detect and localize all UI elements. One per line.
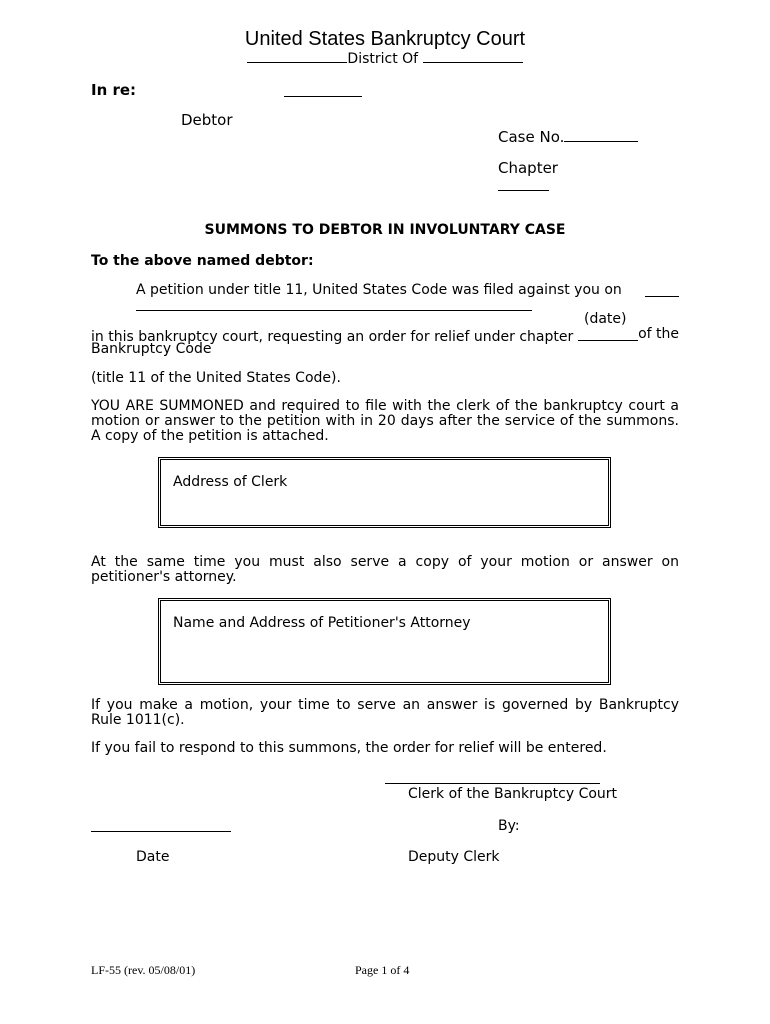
- chapter-label: Chapter: [498, 159, 558, 177]
- form-id: LF-55 (rev. 05/08/01): [91, 963, 196, 977]
- petition-date-blank-2: [136, 296, 532, 315]
- clerk-of-court-label: Clerk of the Bankruptcy Court: [408, 786, 618, 802]
- salutation: To the above named debtor:: [91, 253, 314, 269]
- district-label: District Of: [347, 51, 419, 67]
- petition-line-3: Bankruptcy Code: [91, 341, 212, 357]
- court-title: United States Bankruptcy Court: [244, 28, 526, 50]
- summoned-paragraph: YOU ARE SUMMONED and required to file with the clerk of the bankruptcy court a motion or answer to the petition with in 20 days after the service of the summons. A copy of the petition is attached.: [91, 398, 679, 444]
- page-number: Page 1 of 4: [355, 963, 410, 977]
- debtor-label: Debtor: [181, 111, 233, 129]
- petition-text-2b: of the: [638, 326, 679, 342]
- district-blank-left: [247, 48, 347, 63]
- chapter-blank: [498, 176, 549, 195]
- date-label-bottom: Date: [136, 849, 170, 865]
- in-re-label: In re:: [91, 81, 137, 99]
- date-label: (date): [584, 311, 627, 327]
- address-of-clerk-box: [158, 457, 611, 528]
- case-no-blank: [564, 127, 638, 142]
- address-of-clerk-label: Address of Clerk: [160, 459, 609, 526]
- petition-date-blank-1: [645, 282, 679, 297]
- deputy-clerk-label: Deputy Clerk: [408, 849, 500, 865]
- title-11-note: (title 11 of the United States Code).: [91, 370, 341, 386]
- case-number-line: [498, 127, 638, 146]
- motion-rule-paragraph: If you make a motion, your time to serve an answer is governed by Bankruptcy Rule 1011(c).: [91, 697, 679, 728]
- petitioner-attorney-label: Name and Address of Petitioner's Attorney: [160, 600, 609, 683]
- case-no-label: Case No.: [498, 128, 565, 146]
- fail-respond-paragraph: If you fail to respond to this summons, the order for relief will be entered.: [91, 740, 607, 756]
- district-line: [0, 48, 770, 67]
- district-blank-right: [423, 48, 523, 63]
- document-title: SUMMONS TO DEBTOR IN INVOLUNTARY CASE: [204, 222, 566, 238]
- by-label: By:: [498, 818, 520, 834]
- petition-text-1: A petition under title 11, United States Code was filed against you on: [136, 282, 622, 298]
- petition-text-2a: in this bankruptcy court, requesting an order for relief under chapter: [91, 329, 574, 345]
- date-signature-line: [91, 817, 231, 836]
- in-re-blank: [284, 82, 362, 101]
- serve-copy-paragraph: At the same time you must also serve a copy of your motion or answer on petitioner's attorney.: [91, 554, 679, 585]
- chapter-relief-blank: [578, 326, 638, 341]
- petitioner-attorney-box: [158, 598, 611, 685]
